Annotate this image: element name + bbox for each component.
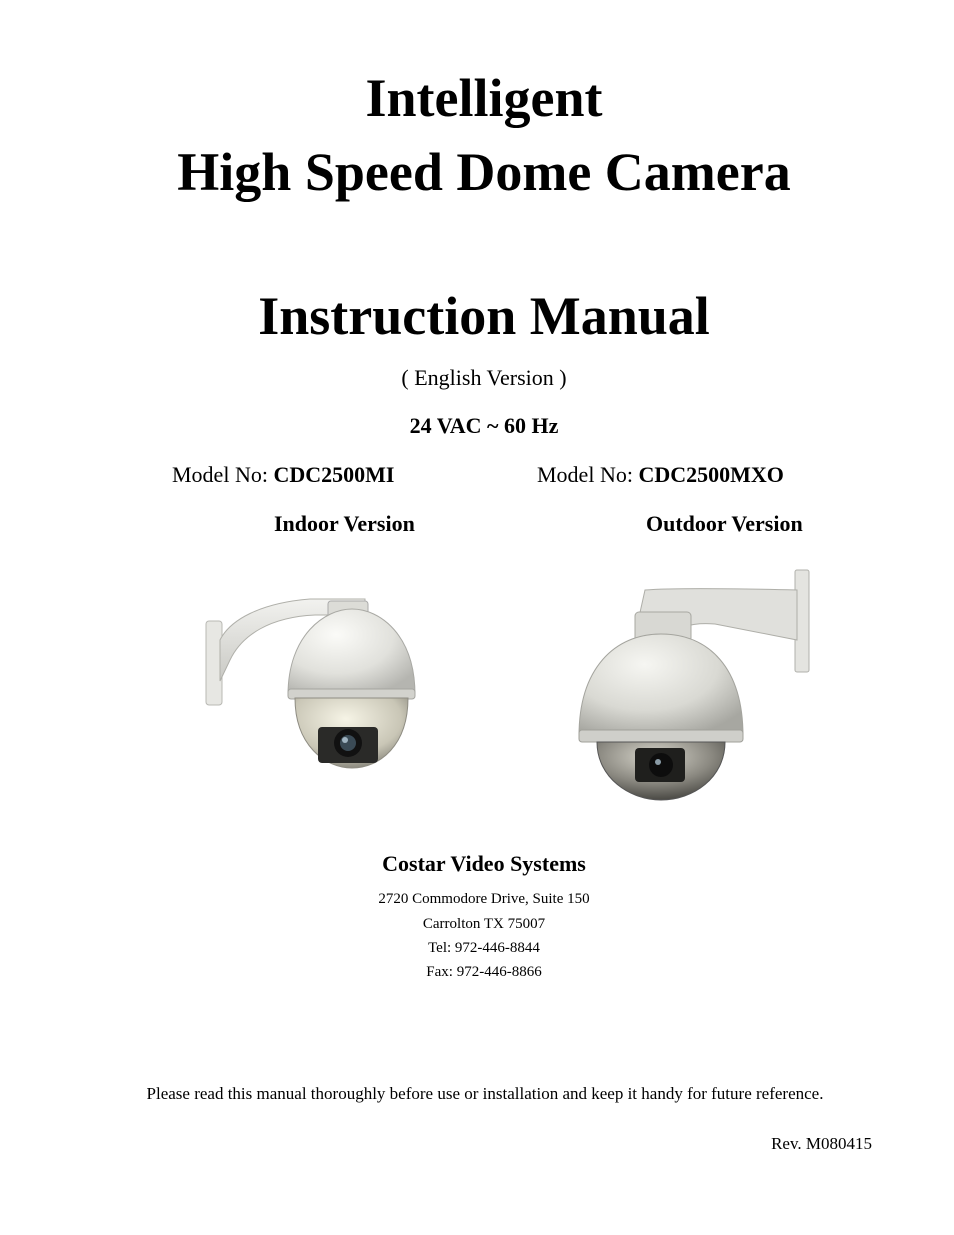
outdoor-dome-camera-icon — [575, 568, 811, 803]
address-line-2: Carrolton TX 75007 — [422, 916, 546, 932]
power-spec: 24 VAC ~ 60 Hz — [409, 413, 559, 438]
phone-number: Tel: 972-446-8844 — [428, 940, 540, 956]
manual-title: Instruction Manual — [258, 286, 710, 346]
company-name: Costar Video Systems — [382, 851, 586, 876]
indoor-version-label: Indoor Version — [274, 511, 415, 536]
outdoor-version-label: Outdoor Version — [646, 511, 803, 536]
revision-number: Rev. M080415 — [771, 1134, 872, 1153]
read-manual-note: Please read this manual thoroughly before use or installation and keep it handy for future reference. — [146, 1084, 824, 1103]
model-number: CDC2500MI — [273, 462, 395, 487]
model-prefix: Model No: — [172, 462, 274, 487]
model-number: CDC2500MXO — [638, 462, 784, 487]
language-subtitle: ( English Version ) — [401, 365, 567, 390]
title-line-2: High Speed Dome Camera — [177, 142, 791, 202]
model-prefix: Model No: — [537, 462, 639, 487]
model-indoor — [172, 461, 394, 489]
indoor-dome-camera-icon — [200, 585, 422, 790]
fax-number: Fax: 972-446-8866 — [426, 964, 542, 980]
model-outdoor — [537, 461, 784, 489]
title-line-1: Intelligent — [365, 68, 603, 128]
address-line-1: 2720 Commodore Drive, Suite 150 — [378, 891, 590, 907]
